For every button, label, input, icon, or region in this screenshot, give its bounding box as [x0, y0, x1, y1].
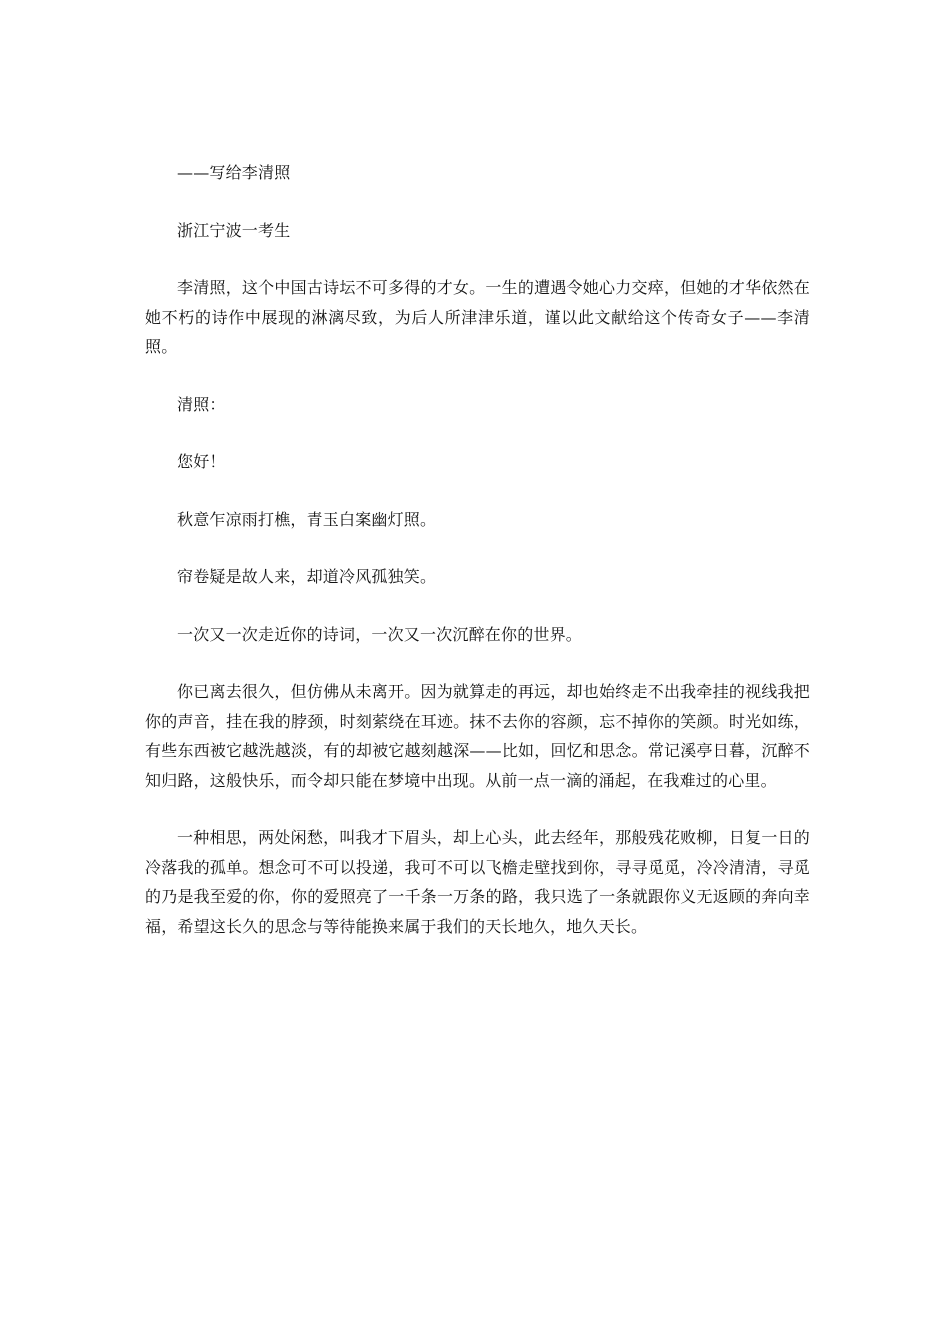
salutation: 清照：	[177, 394, 226, 414]
greeting: 您好！	[177, 452, 226, 471]
subtitle: ——写给李清照	[177, 163, 291, 182]
paragraph-longing: 一种相思，两处闲愁，叫我才下眉头，却上心头，此去经年，那般残花败柳，日复一日的冷落我的孤单。想念可不可以投递，我可不可以飞檐走壁找到你，寻寻觅觅，冷冷清清，寻觅的乃是我至爱的你，你的爱照亮了一千条一万条的路，我只选了一条就跟你义无返顾的奔向幸福，希望这长久的思念与等待能换来属于我们的天长地久，地久天长。	[145, 828, 810, 936]
paragraph-memory: 你已离去很久，但仿佛从未离开。因为就算走的再远，却也始终走不出我牵挂的视线我把你的声音，挂在我的脖颈，时刻萦绕在耳迹。抹不去你的容颜，忘不掉你的笑颜。时光如练，有些东西被它越洗越淡，有的却被它越刻越深——比如，回忆和思念。常记溪亭日暮，沉醉不知归路，这般快乐，而令却只能在梦境中出现。从前一点一滴的涌起，在我难过的心里。	[145, 682, 810, 790]
paragraph-short: 一次又一次走近你的诗词，一次又一次沉醉在你的世界。	[177, 624, 583, 644]
paragraph-intro: 李清照，这个中国古诗坛不可多得的才女。一生的遭遇令她心力交瘁，但她的才华依然在她不朽的诗作中展现的淋漓尽致，为后人所津津乐道，谨以此文献给这个传奇女子——李清照。	[145, 278, 810, 356]
poem-line-2: 帘卷疑是故人来，却道冷风孤独笑。	[177, 567, 437, 586]
author-line: 浙江宁波一考生	[177, 220, 291, 240]
poem-line-1: 秋意乍凉雨打樵，青玉白案幽灯照。	[177, 509, 437, 529]
document-body	[145, 158, 810, 969]
